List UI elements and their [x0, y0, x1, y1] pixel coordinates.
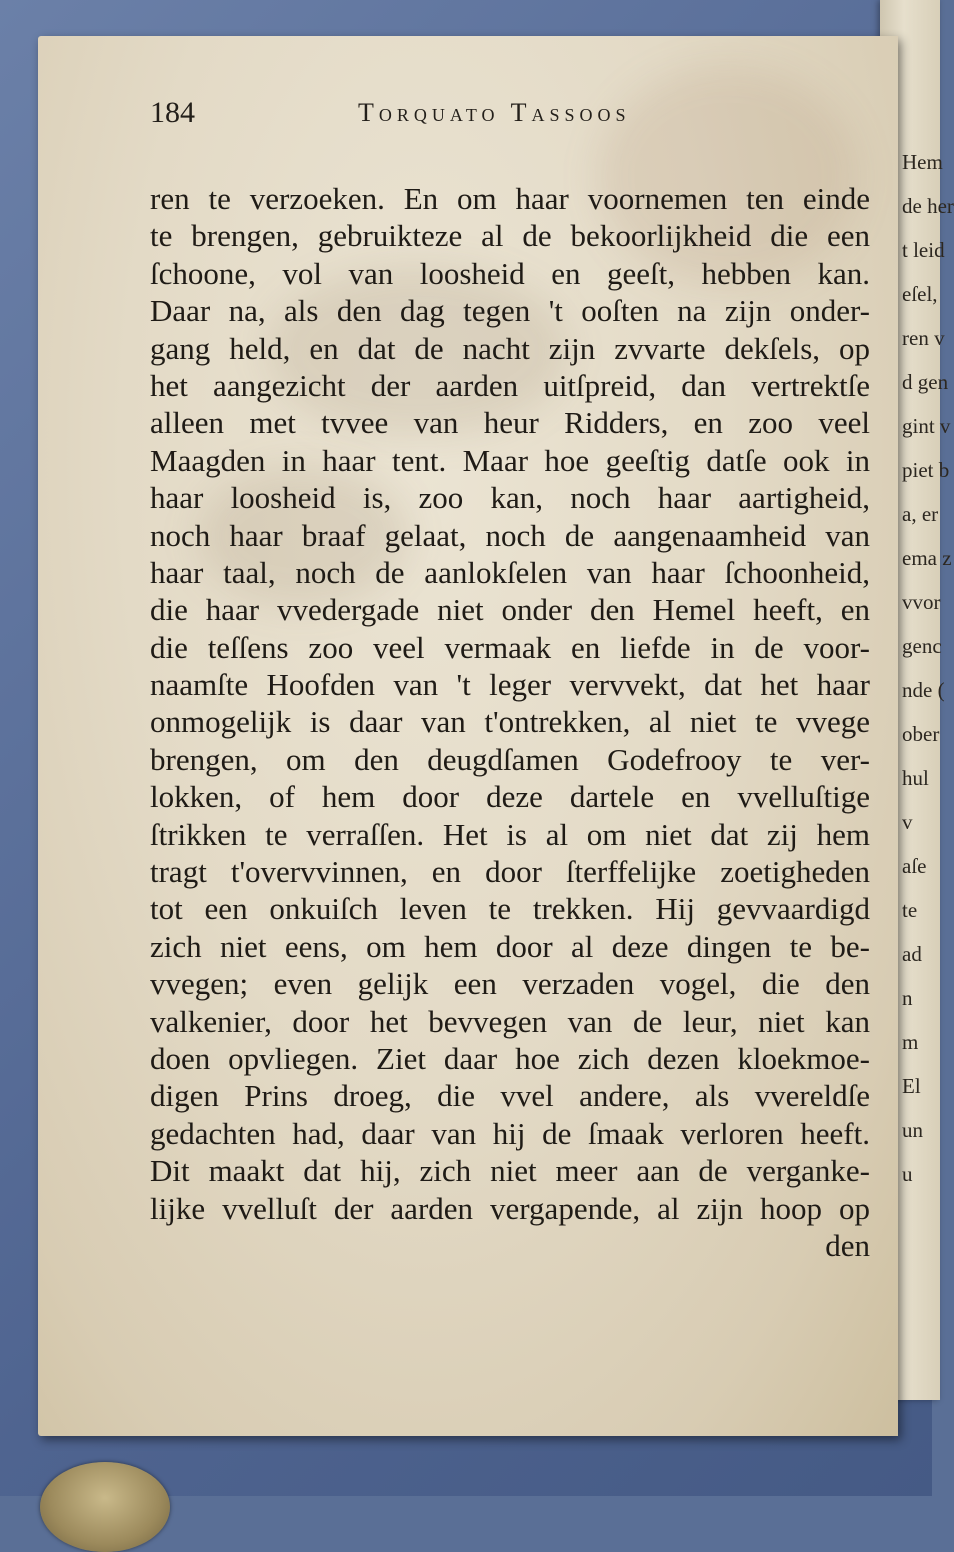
text-line: tot een onkuiſch leven te trekken. Hij gevvaardigd	[150, 891, 870, 927]
text-line: digen Prins droeg, die vvel andere, als vvereldſe	[150, 1078, 870, 1114]
text-line: Daar na, als den dag tegen 't ooſten na zijn onder-	[150, 293, 870, 329]
facing-page-fragment: un	[902, 1118, 923, 1142]
text-line: vvegen; even gelijk een verzaden vogel, die den	[150, 966, 870, 1002]
text-line: die teſſens zoo veel vermaak en liefde in de voor-	[150, 629, 870, 665]
facing-page-fragment: hul	[902, 766, 929, 790]
text-line: tragt t'overvvinnen, en door ſterffelijke zoetigheden	[150, 854, 870, 890]
facing-page-fragment: El	[902, 1074, 921, 1098]
facing-page-fragment: u	[902, 1162, 913, 1186]
text-line: Dit maakt dat hij, zich niet meer aan de verganke-	[150, 1153, 870, 1189]
page-header	[150, 96, 850, 136]
coin	[40, 1462, 170, 1552]
body-text	[150, 180, 870, 1264]
running-head: Torquato Tassoos	[358, 98, 631, 127]
text-line: gedachten had, daar van hij de ſmaak verloren heeft.	[150, 1115, 870, 1151]
text-line: haar loosheid is, zoo kan, noch haar aartigheid,	[150, 480, 870, 516]
facing-page-fragment: v	[902, 810, 913, 834]
text-line: ren te verzoeken. En om haar voornemen ten einde	[150, 181, 870, 216]
facing-page-fragment: m	[902, 1030, 919, 1054]
facing-page-fragment: nde (	[902, 678, 945, 702]
text-line: ſtrikken te verraſſen. Het is al om niet dat zij hem	[150, 816, 870, 852]
facing-page-fragment: n	[902, 986, 913, 1010]
text-line: gang held, en dat de nacht zijn zvvarte dekſels, op	[150, 330, 870, 366]
facing-page-fragment: t leid	[902, 238, 945, 262]
text-line: haar taal, noch de aanlokſelen van haar ſchoonheid,	[150, 554, 870, 590]
facing-page-fragment: Hem	[902, 150, 943, 174]
text-line: alleen met tvvee van heur Ridders, en zoo veel	[150, 405, 870, 441]
text-line: doen opvliegen. Ziet daar hoe zich dezen kloekmoe-	[150, 1040, 870, 1076]
text-line: lijke vvelluſt der aarden vergapende, al zijn hoop op	[150, 1190, 870, 1226]
facing-page-fragment: ema z	[902, 546, 952, 570]
facing-page-fragment: a, er	[902, 502, 939, 526]
text-line: lokken, of hem door deze dartele en vvelluſtige	[150, 779, 870, 815]
text-line: naamſte Hoofden van 't leger vervvekt, dat het haar	[150, 667, 870, 703]
text-line: zich niet eens, om hem door al deze dingen te be-	[150, 928, 870, 964]
facing-page-fragment: gint v	[902, 414, 951, 438]
facing-page-fragment: ad	[902, 942, 922, 966]
text-line: ſchoone, vol van loosheid en geeſt, hebben kan.	[150, 255, 870, 291]
facing-page-fragment: ober	[902, 722, 940, 746]
text-line: noch haar braaf gelaat, noch de aangenaamheid van	[150, 517, 870, 553]
catchword: den	[825, 1227, 870, 1263]
text-line: het aangezicht der aarden uitſpreid, dan vertrektſe	[150, 367, 870, 403]
facing-page-fragment: eſel,	[902, 282, 938, 306]
text-line: brengen, om den deugdſamen Godefrooy te ver-	[150, 741, 870, 777]
text-line: valkenier, door het bevvegen van de leur, niet kan	[150, 1003, 870, 1039]
facing-page-fragment: d gen	[902, 370, 949, 394]
text-line: Maagden in haar tent. Maar hoe geeſtig datſe ook in	[150, 442, 870, 478]
facing-page-fragment: de her	[902, 194, 954, 218]
text-line: te brengen, gebruikteze al de bekoorlijkheid die een	[150, 218, 870, 254]
facing-page-fragment: ren v	[902, 326, 945, 350]
facing-page-fragment: piet b	[902, 458, 950, 482]
facing-page-fragment: vvor	[902, 590, 941, 614]
text-line: onmogelijk is daar van t'ontrekken, al niet te vvege	[150, 704, 870, 740]
text-line: die haar vvedergade niet onder den Hemel heeft, en	[150, 592, 870, 628]
page-number: 184	[150, 96, 195, 129]
facing-page-fragment: genc	[902, 634, 942, 658]
facing-page-fragment: te	[902, 898, 918, 922]
facing-page-fragment: aſe	[902, 854, 927, 878]
